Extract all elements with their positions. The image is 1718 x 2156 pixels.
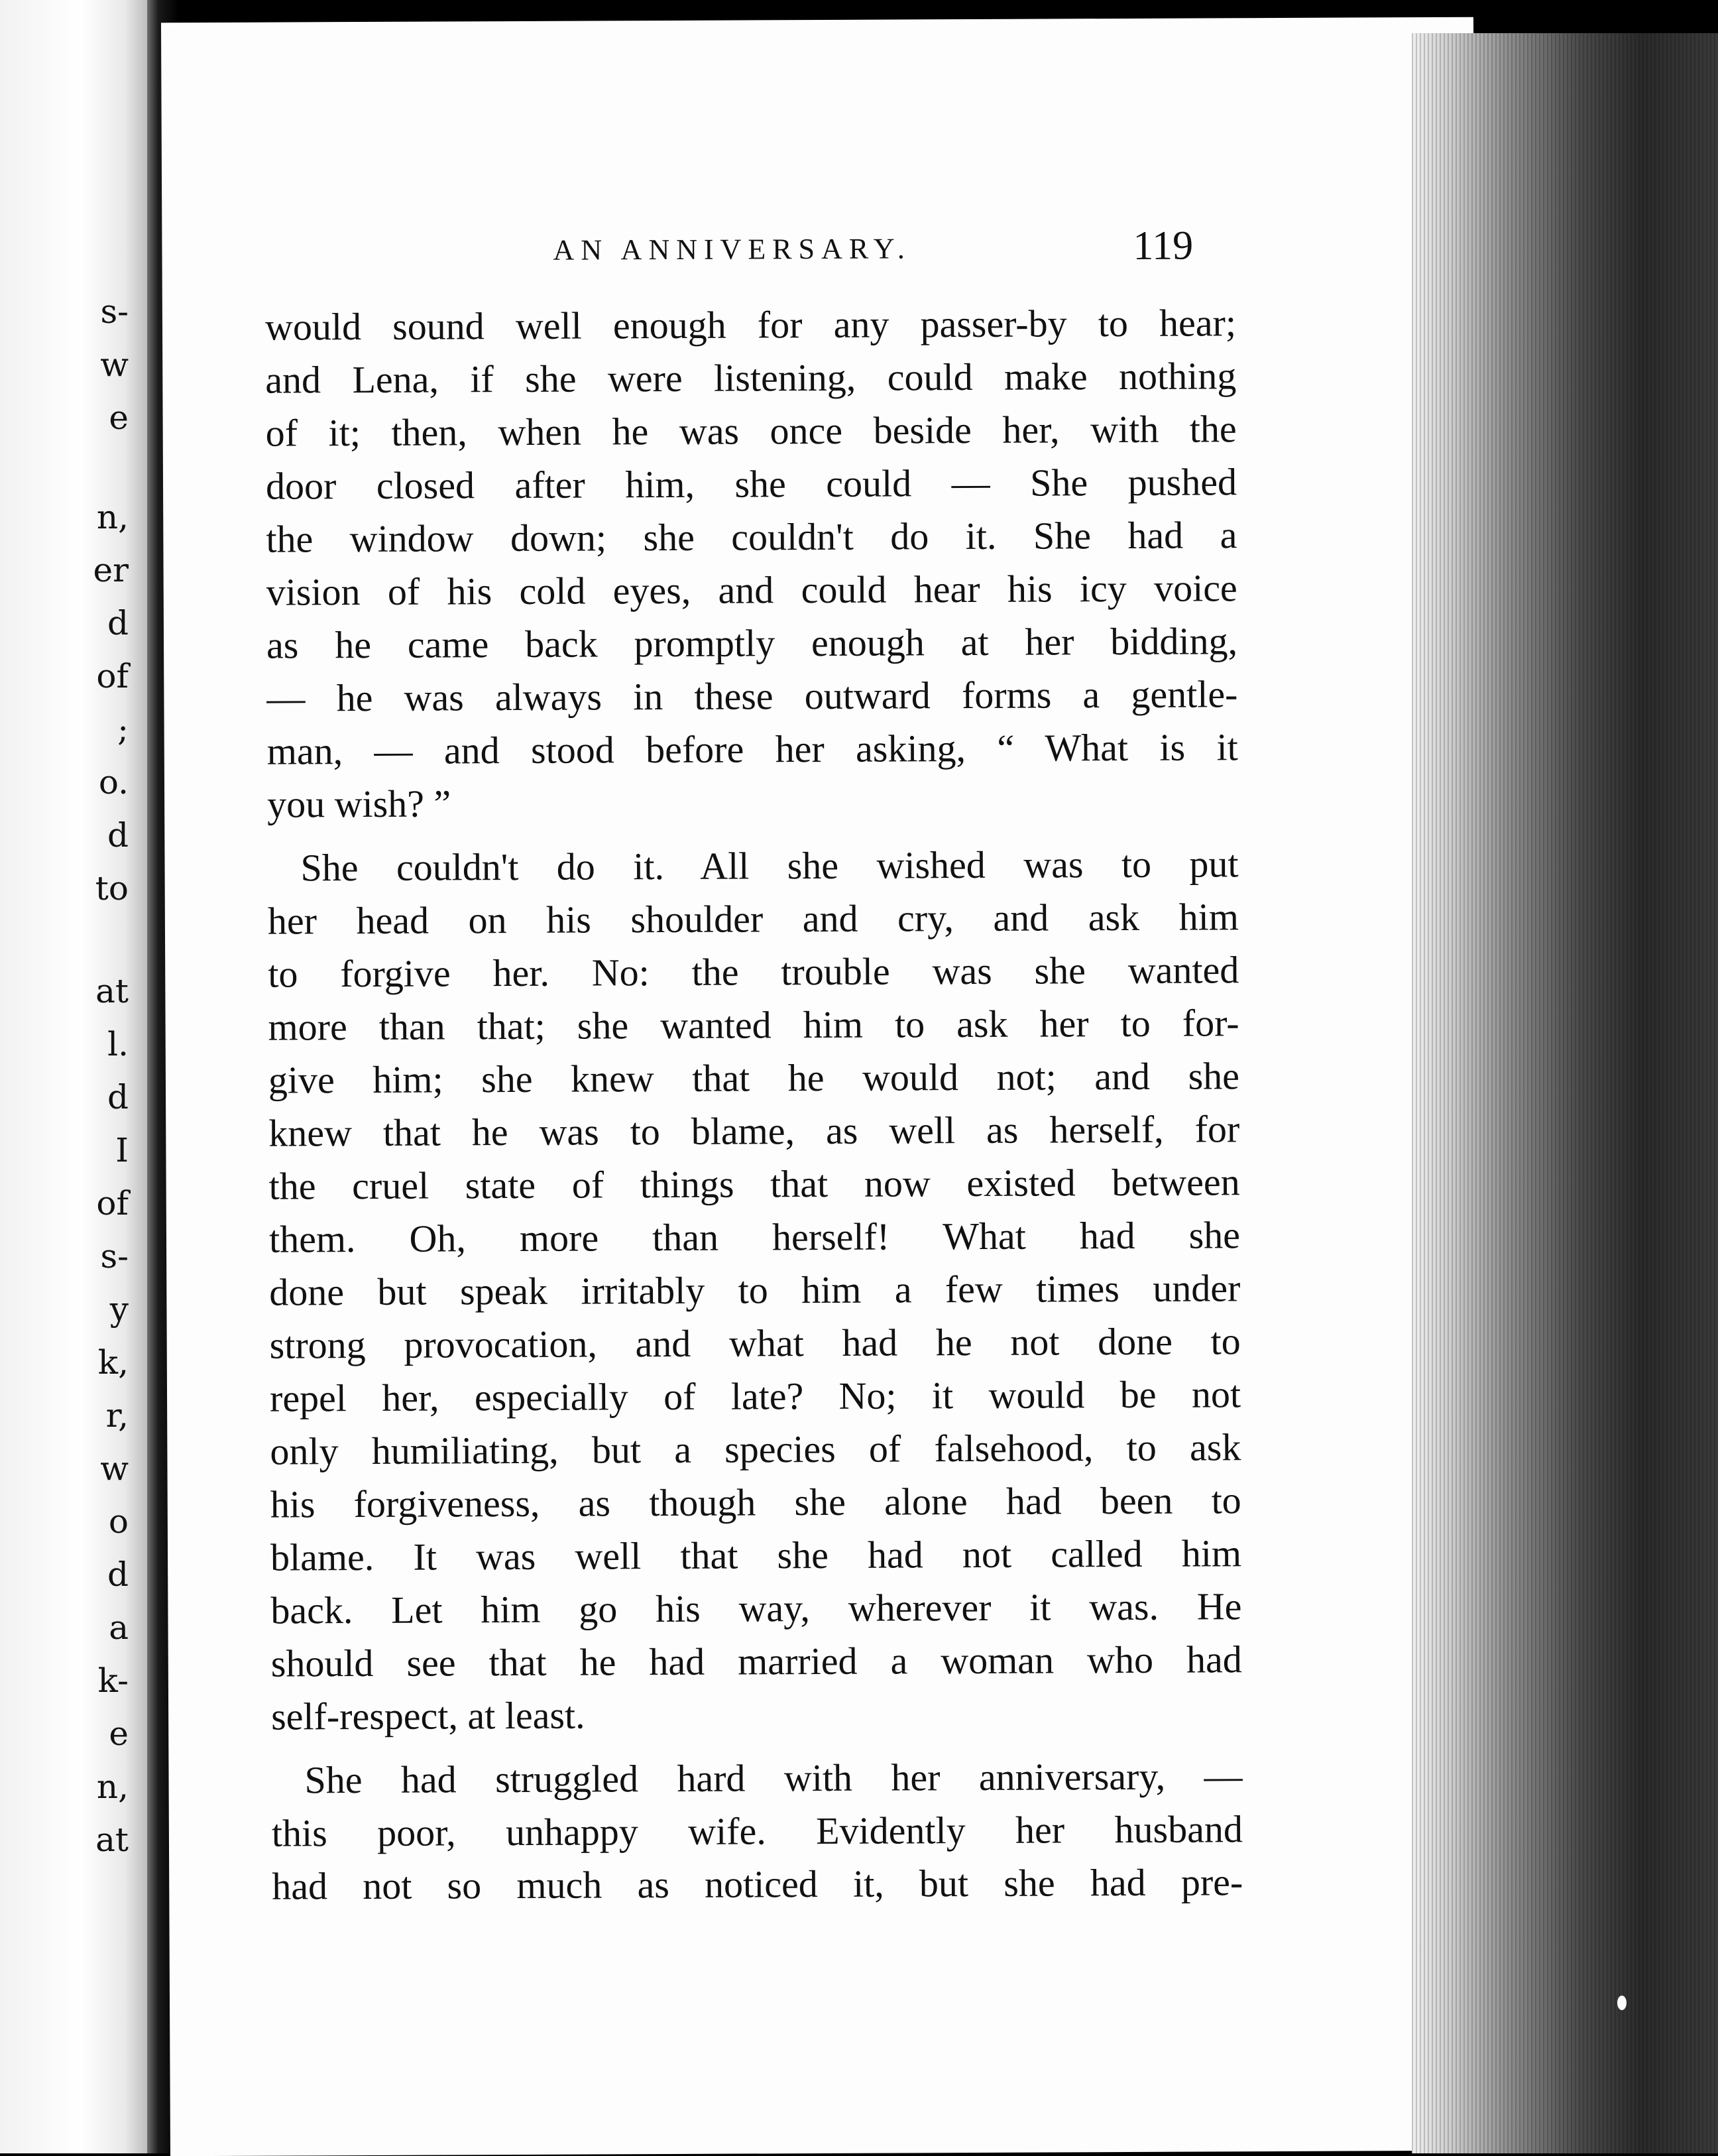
text-line: done but speak irritably to him a few times under (269, 1266, 1241, 1314)
left-page-fragment: ; (117, 710, 129, 749)
text-line: — he was always in these outward forms a gentle- (266, 672, 1238, 720)
left-page-fragment: l. (107, 1025, 129, 1063)
left-page-fragment: o (108, 1502, 129, 1541)
left-page-fragment: r, (105, 1396, 129, 1435)
left-facing-page (0, 0, 147, 2153)
text-line: more than that; she wanted him to ask her to for- (268, 1001, 1239, 1049)
text-line: vision of his cold eyes, and could hear his icy voice (266, 566, 1237, 614)
running-head (162, 216, 1474, 282)
left-page-fragment: o. (98, 763, 129, 802)
left-page-fragment: er (93, 551, 129, 589)
text-line: give him; she knew that he would not; and she (268, 1054, 1240, 1102)
running-head-title: AN ANNIVERSARY. (553, 232, 911, 267)
left-page-fragment: d (107, 604, 129, 642)
left-page-fragment: e (109, 398, 129, 437)
text-line: She couldn't do it. All she wished was to put (300, 842, 1239, 890)
text-line: this poor, unhappy wife. Evidently her husband (271, 1807, 1243, 1855)
text-line: She had struggled hard with her anniversary, — (304, 1754, 1243, 1802)
text-line: as he came back promptly enough at her bidding, (266, 619, 1238, 667)
left-page-fragment: of (96, 657, 129, 695)
text-line: blame. It was well that she had not called him (270, 1531, 1242, 1579)
text-line: her head on his shoulder and cry, and ask him (267, 895, 1239, 943)
left-page-fragment: d (107, 1555, 129, 1594)
text-line: back. Let him go his way, wherever it was. He (270, 1585, 1242, 1632)
text-line: his forgiveness, as though she alone had been to (270, 1478, 1241, 1526)
body-text (265, 296, 1243, 1913)
text-line: you wish? ” (266, 782, 451, 826)
left-page-fragment: w (100, 345, 129, 384)
text-line: repel her, especially of late? No; it would be not (269, 1372, 1241, 1420)
left-page-fragment: k- (97, 1661, 129, 1700)
left-page-fragment: to (95, 869, 129, 908)
text-line: of it; then, when he was once beside her, with the (265, 407, 1237, 455)
text-line: the window down; she couldn't do it. She had a (266, 513, 1237, 561)
text-line: knew that he was to blame, as well as herself, for (268, 1107, 1240, 1155)
left-page-fragment: n, (96, 1767, 129, 1806)
edge-speck (1617, 1996, 1627, 2010)
text-line: to forgive her. No: the trouble was she wanted (268, 948, 1239, 996)
left-page-fragment: w (100, 1449, 129, 1488)
left-page-fragment: y (109, 1290, 129, 1329)
text-line: and Lena, if she were listening, could make nothing (265, 354, 1237, 402)
text-line: man, — and stood before her asking, “ What is it (266, 725, 1238, 773)
text-line: would sound well enough for any passer-by to hear; (264, 301, 1237, 349)
text-line: them. Oh, more than herself! What had she (268, 1213, 1241, 1261)
book-page (161, 17, 1483, 2156)
left-page-fragment: at (95, 1821, 129, 1859)
page-edges (1412, 33, 1718, 2153)
text-line: only humiliating, but a species of falsehood, to ask (270, 1425, 1241, 1473)
left-page-fragment: k, (97, 1343, 129, 1382)
text-line: self-respect, at least. (270, 1693, 585, 1738)
left-page-fragment: s- (100, 292, 129, 331)
text-line: strong provocation, and what had he not done to (269, 1319, 1241, 1367)
left-page-fragment: a (109, 1608, 129, 1647)
page-number: 119 (1133, 223, 1194, 269)
left-page-fragment: at (95, 972, 129, 1010)
text-line: door closed after him, she could — She pushed (265, 460, 1237, 508)
left-page-fragment: d (107, 816, 129, 855)
text-line: the cruel state of things that now existed between (268, 1160, 1240, 1208)
left-page-fragment: d (107, 1078, 129, 1116)
left-page-fragment: of (96, 1184, 129, 1223)
text-line: should see that he had married a woman who had (270, 1638, 1242, 1685)
left-page-fragment: I (115, 1131, 129, 1169)
left-page-fragment: e (109, 1714, 129, 1753)
text-line: had not so much as noticed it, but she had pre- (272, 1860, 1243, 1908)
left-page-fragment: n, (96, 498, 129, 536)
left-page-fragment: s- (100, 1237, 129, 1276)
